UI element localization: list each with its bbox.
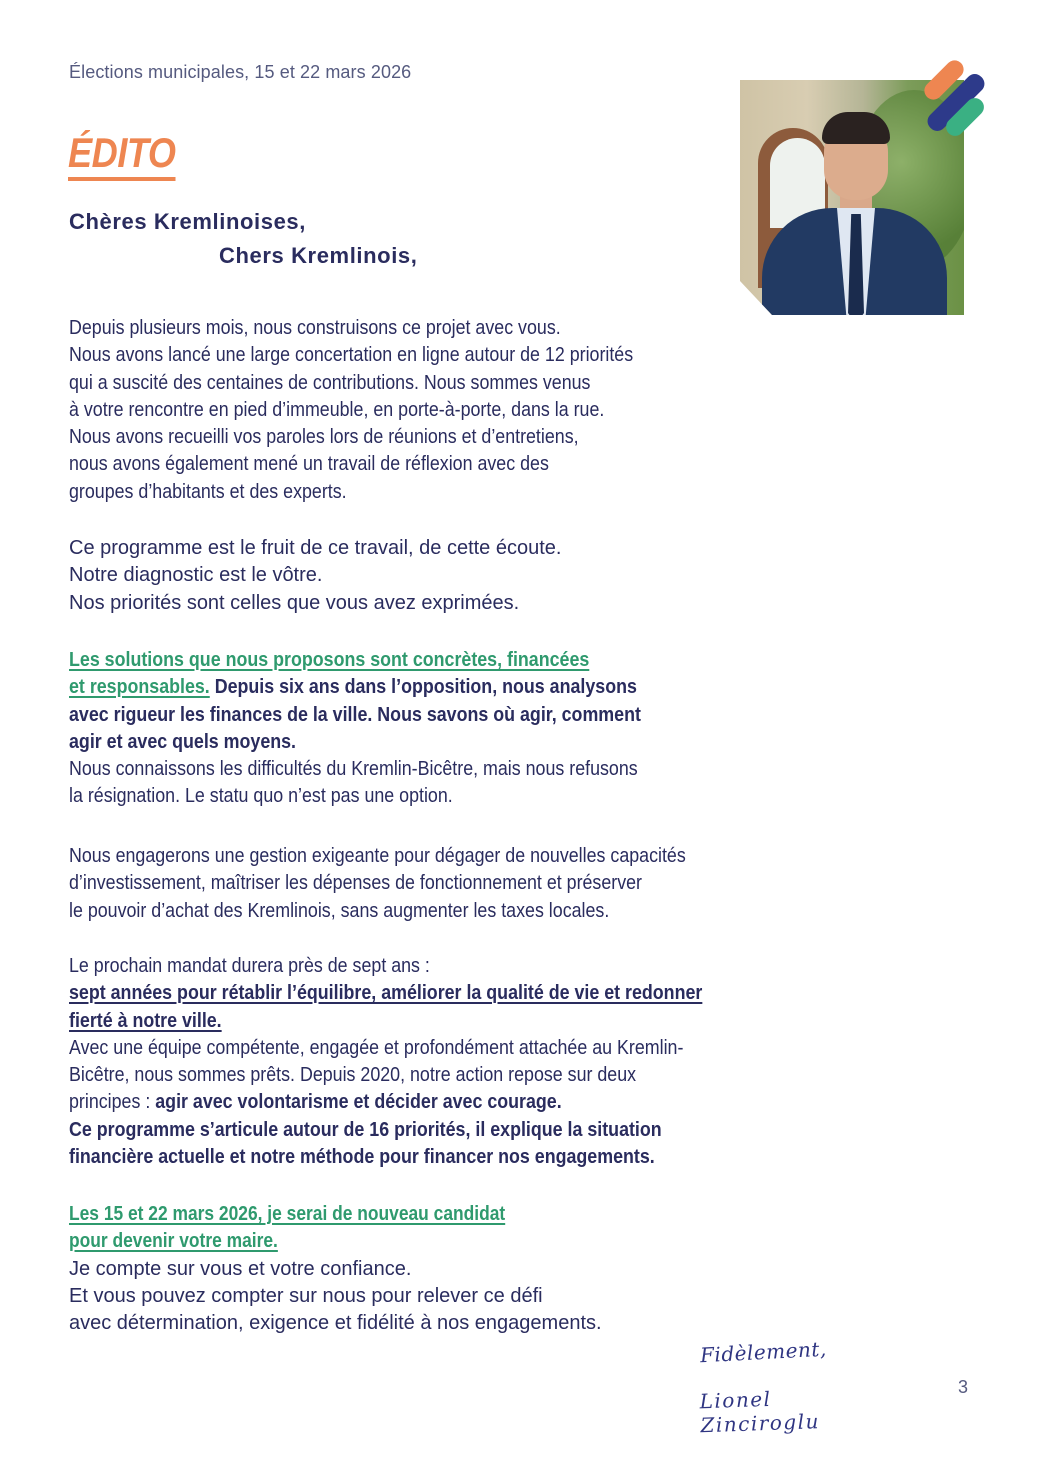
salutation-line-2: Chers Kremlinois, (219, 243, 418, 268)
text-line: Le prochain mandat durera près de sept ans : (69, 954, 430, 977)
bold-text: financière actuelle et notre méthode pour financer nos engagements. (69, 1145, 655, 1169)
text-line: principes : (69, 1090, 156, 1114)
paragraph-candidacy (69, 1201, 602, 1337)
text-line: Je compte sur vous et votre confiance. (69, 1257, 412, 1280)
text-line: d’investissement, maîtriser les dépenses de fonctionnement et préserver (69, 871, 642, 895)
text-line: à votre rencontre en pied d’immeuble, en porte-à-porte, dans la rue. (69, 397, 605, 421)
signature-name: Lionel Zinciroglu (699, 1386, 821, 1438)
bold-text: avec rigueur les finances de la ville. Nous savons où agir, comment (69, 702, 641, 726)
signature-closing: Fidèlement, (699, 1336, 828, 1368)
paragraph-mandate (69, 952, 702, 1170)
highlight-text: et responsables. (69, 675, 210, 699)
page-title: ÉDITO (68, 130, 176, 181)
paragraph-solutions (69, 646, 641, 810)
underlined-text: fierté à notre ville. (69, 1008, 222, 1032)
page-number: 3 (958, 1377, 969, 1397)
bold-text: agir et avec quels moyens. (69, 729, 297, 753)
text-line: Nous engagerons une gestion exigeante pour dégager de nouvelles capacités (69, 844, 686, 867)
highlight-text: Les solutions que nous proposons sont concrètes, financées (69, 648, 590, 671)
photo-hair (822, 112, 890, 144)
underlined-text: sept années pour rétablir l’équilibre, améliorer la qualité de vie et redonner (69, 981, 703, 1005)
election-date-header: Élections municipales, 15 et 22 mars 2026 (69, 62, 412, 82)
highlight-text: pour devenir votre maire. (69, 1230, 278, 1253)
text-line: Nous avons lancé une large concertation en ligne autour de 12 priorités (69, 343, 634, 367)
bold-text: Depuis six ans dans l’opposition, nous analysons (209, 675, 637, 699)
text-line: Ce programme est le fruit de ce travail, de cette écoute. (69, 537, 562, 559)
party-logo-icon (918, 54, 992, 142)
text-line: Nous connaissons les difficultés du Kremlin-Bicêtre, mais nous refusons (69, 757, 638, 781)
text-line: la résignation. Le statu quo n’est pas une option. (69, 784, 453, 808)
text-line: Nos priorités sont celles que vous avez exprimées. (69, 591, 520, 614)
text-line: Notre diagnostic est le vôtre. (69, 564, 323, 587)
text-line: Avec une équipe compétente, engagée et profondément attachée au Kremlin- (69, 1035, 684, 1059)
bold-text: agir avec volontarisme et décider avec courage. (155, 1090, 562, 1114)
paragraph-management (69, 842, 686, 924)
text-line: Nous avons recueilli vos paroles lors de réunions et d’entretiens, (69, 425, 579, 449)
bold-text: Ce programme s’articule autour de 16 priorités, il explique la situation (69, 1117, 662, 1141)
text-line: nous avons également mené un travail de réflexion avec des (69, 452, 549, 476)
text-line: Bicêtre, nous sommes prêts. Depuis 2020, notre action repose sur deux (69, 1063, 637, 1087)
text-line: avec détermination, exigence et fidélité à nos engagements. (69, 1312, 602, 1335)
handwritten-signature (699, 1336, 890, 1438)
paragraph-programme (69, 535, 561, 617)
text-line: groupes d’habitants et des experts. (69, 479, 347, 503)
salutation-line-1: Chères Kremlinoises, (69, 209, 306, 234)
text-line: Depuis plusieurs mois, nous construisons ce projet avec vous. (69, 316, 561, 339)
paragraph-intro (69, 314, 633, 505)
text-line: le pouvoir d’achat des Kremlinois, sans augmenter les taxes locales. (69, 898, 610, 922)
highlight-text: Les 15 et 22 mars 2026, je serai de nouveau candidat (69, 1203, 506, 1225)
text-line: Et vous pouvez compter sur nous pour relever ce défi (69, 1284, 543, 1307)
text-line: qui a suscité des centaines de contributions. Nous sommes venus (69, 370, 591, 394)
